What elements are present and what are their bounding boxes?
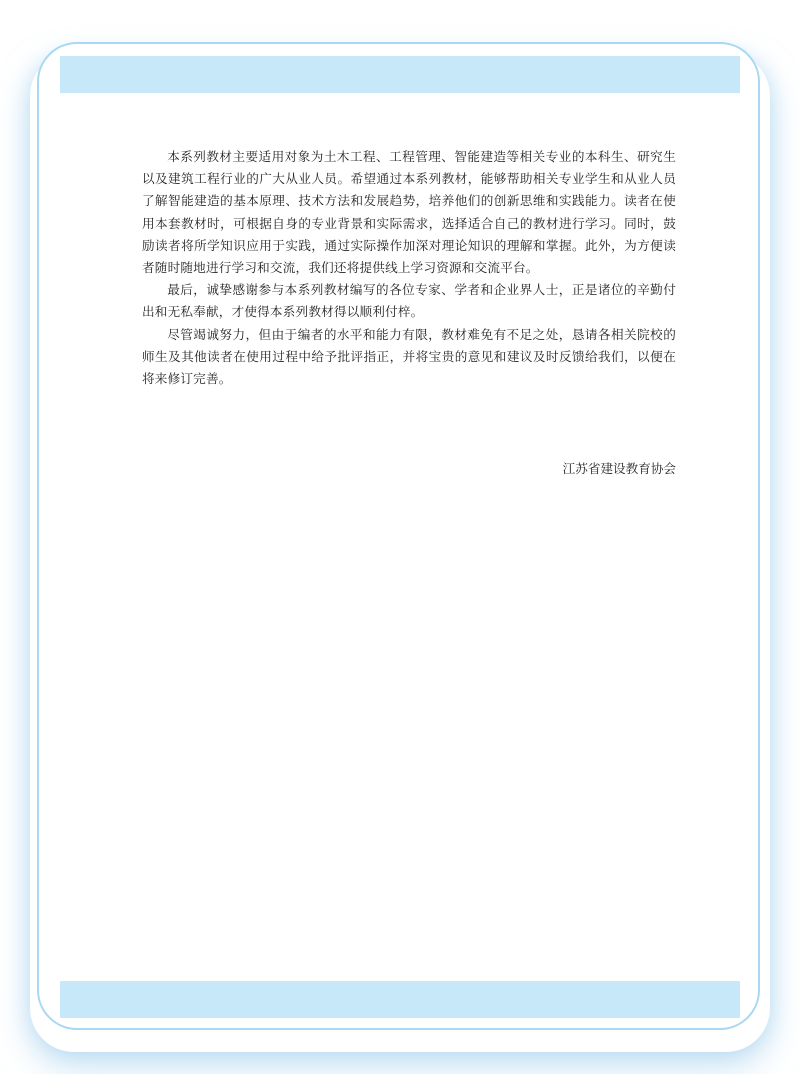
paragraph-3: 尽管竭诚努力，但由于编者的水平和能力有限，教材难免有不足之处，恳请各相关院校的师生及其他读者在使用过程中给予批评指正，并将宝贵的意见和建议及时反馈给我们，以便在将来修订完善。 <box>142 326 676 387</box>
signature: 江苏省建设教育协会 <box>562 461 676 476</box>
body-text <box>142 146 676 390</box>
footer-band <box>60 981 740 1018</box>
paragraph-2: 最后，诚挚感谢参与本系列教材编写的各位专家、学者和企业界人士，正是诸位的辛勤付出和无私奉献，才使得本系列教材得以顺利付梓。 <box>142 282 676 320</box>
paragraph-1: 本系列教材主要适用对象为土木工程、工程管理、智能建造等相关专业的本科生、研究生以及建筑工程行业的广大从业人员。希望通过本系列教材，能够帮助相关专业学生和从业人员了解智能建造的基本原理、技术方法和发展趋势，培养他们的创新思维和实践能力。读者在使用本套教材时，可根据自身的专业背景和实际需求，选择适合自己的教材进行学习。同时，鼓励读者将所学知识应用于实践，通过实际操作加深对理论知识的理解和掌握。此外，为方便读者随时随地进行学习和交流，我们还将提供线上学习资源和交流平台。 <box>142 149 676 276</box>
header-band <box>60 56 740 93</box>
